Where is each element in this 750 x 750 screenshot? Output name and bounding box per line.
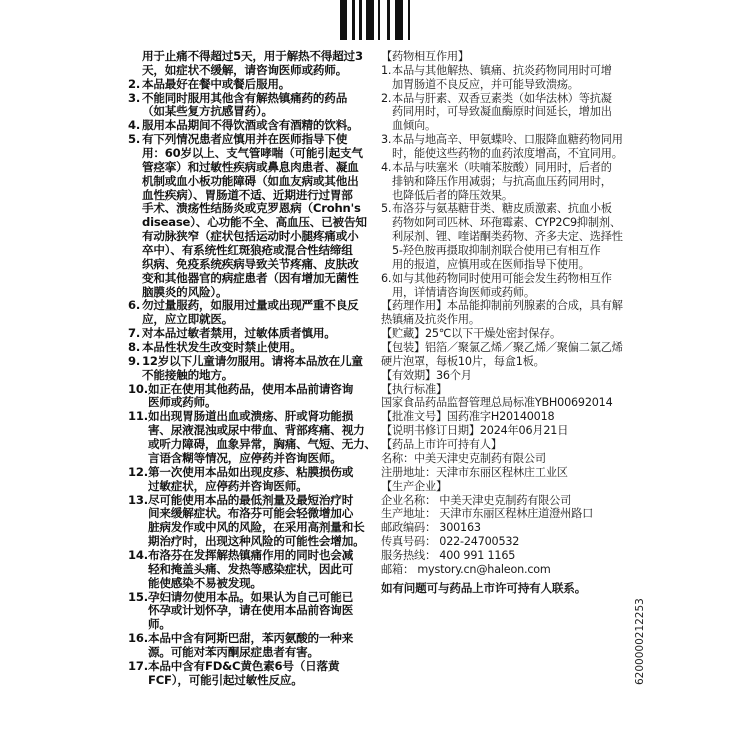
item-text: 本品与其他解热、镇痛、抗炎药物同用时可增 bbox=[392, 63, 612, 77]
item-text: 或听力障碍，血象异常，胸痛、气短、无力、 bbox=[148, 437, 376, 452]
text-line bbox=[128, 674, 376, 688]
text-line bbox=[381, 341, 631, 355]
item-text: 时，能使这些药物的血药浓度增高，不宜同用。 bbox=[392, 147, 623, 161]
text-line bbox=[128, 424, 376, 438]
text-line bbox=[128, 466, 376, 480]
item-text: 变和其他器官的病症患者（因有增加无菌性 bbox=[142, 270, 359, 285]
item-text: 用：60岁以上、支气管哮喘（可能引起支气 bbox=[142, 146, 363, 161]
text-line bbox=[381, 161, 631, 175]
text-line bbox=[381, 78, 631, 92]
text-line bbox=[128, 494, 376, 508]
item-text: 轻和掩盖头痛、发热等感染症状，因此可 bbox=[148, 561, 354, 576]
text-line bbox=[128, 604, 376, 618]
item-text: 利尿剂、锂、喹诺酮类药物、齐多夫定、选择性 bbox=[392, 230, 623, 244]
item-text: （如某些复方抗感冒药）。 bbox=[142, 104, 273, 119]
text-line bbox=[128, 258, 376, 272]
text-line bbox=[128, 50, 376, 64]
item-text: 对本品过敏者禁用，过敏体质者慎用。 bbox=[142, 326, 336, 341]
item-text: 如正在使用其他药品，使用本品前请咨询 bbox=[148, 381, 354, 396]
text-line bbox=[381, 438, 631, 452]
text-line bbox=[128, 383, 376, 397]
text-line bbox=[128, 299, 376, 313]
text-line bbox=[128, 230, 376, 244]
text-line bbox=[128, 660, 376, 674]
item-text: 邮政编码： 300163 bbox=[381, 521, 481, 535]
item-text: 药物如阿司匹林、环孢霉素、CYP2C9抑制剂、 bbox=[392, 216, 621, 230]
info-item bbox=[381, 369, 631, 383]
item-text: 排钠和降压作用减弱；与抗高血压药同用时， bbox=[392, 174, 612, 188]
info-item bbox=[381, 161, 631, 203]
item-text: 名称：中美天津史克制药有限公司 bbox=[381, 451, 546, 465]
info-item bbox=[381, 383, 631, 411]
precaution-item bbox=[128, 632, 376, 660]
precaution-item bbox=[128, 299, 376, 327]
item-text: 企业名称： 中美天津史克制药有限公司 bbox=[381, 493, 572, 507]
info-item bbox=[381, 410, 631, 424]
item-text: 布洛芬与氨基糖苷类、糖皮质激素、抗血小板 bbox=[392, 202, 612, 216]
text-line bbox=[381, 507, 631, 521]
text-line bbox=[128, 92, 376, 106]
text-line bbox=[128, 618, 376, 632]
item-text: 本品性状发生改变时禁止使用。 bbox=[142, 340, 302, 355]
item-text: 【说明书修订日期】2024年06月21日 bbox=[381, 424, 569, 438]
precaution-item bbox=[128, 466, 376, 494]
text-line bbox=[128, 369, 376, 383]
item-text: 加胃肠道不良反应，并可能导致溃疡。 bbox=[392, 77, 579, 91]
item-text: FCF），可能引起过敏性反应。 bbox=[148, 672, 303, 687]
text-line bbox=[381, 119, 631, 133]
item-number: 7. bbox=[128, 326, 141, 341]
text-line bbox=[128, 632, 376, 646]
item-number: 1. bbox=[381, 63, 392, 77]
item-text: 能使感染不易被发现。 bbox=[148, 575, 262, 590]
precaution-item bbox=[128, 78, 376, 92]
text-line bbox=[381, 494, 631, 508]
text-line bbox=[381, 244, 631, 258]
item-text: 如与其他药物同时使用可能会发生药物相互作 bbox=[392, 271, 612, 285]
item-text: 不能同时服用其他含有解热镇痛药的药品 bbox=[142, 90, 348, 105]
info-item bbox=[381, 327, 631, 341]
item-text: 服务热线： 400 991 1165 bbox=[381, 548, 516, 562]
text-line bbox=[128, 286, 376, 300]
text-line bbox=[381, 202, 631, 216]
text-line bbox=[381, 535, 631, 549]
item-number: 16. bbox=[128, 631, 148, 646]
info-item bbox=[381, 202, 631, 271]
text-line bbox=[128, 549, 376, 563]
text-line bbox=[381, 50, 631, 64]
text-line bbox=[381, 480, 631, 494]
item-text: 国家食品药品监督管理总局标准YBH00692014 bbox=[381, 396, 613, 410]
item-number: 2. bbox=[381, 91, 392, 105]
text-line bbox=[128, 202, 376, 216]
info-item bbox=[381, 341, 631, 369]
text-line bbox=[128, 313, 376, 327]
item-text: 用的报道，应慎用或在医师指导下使用。 bbox=[392, 257, 590, 271]
item-number: 6. bbox=[381, 271, 392, 285]
text-line bbox=[381, 369, 631, 383]
item-text: 传真号码： 022-24700532 bbox=[381, 535, 520, 549]
text-line bbox=[128, 410, 376, 424]
text-line bbox=[381, 563, 631, 577]
text-line bbox=[381, 105, 631, 119]
text-line bbox=[128, 646, 376, 660]
text-line bbox=[381, 396, 631, 410]
item-number: 8. bbox=[128, 340, 141, 355]
item-text: 言语含糊等情况，应停药并咨询医师。 bbox=[148, 450, 342, 465]
item-text: 【贮藏】25℃以下干燥处密封保存。 bbox=[381, 327, 562, 341]
text-line bbox=[381, 383, 631, 397]
text-line bbox=[381, 424, 631, 438]
info-item bbox=[381, 50, 631, 64]
item-text: 手术、溃疡性结肠炎或克罗恩病（Crohn's bbox=[142, 201, 361, 216]
item-text: 尽可能使用本品的最低剂量及最短治疗时 bbox=[148, 492, 354, 507]
text-line bbox=[381, 147, 631, 161]
item-number: 4. bbox=[381, 160, 392, 174]
item-number: 3. bbox=[128, 90, 141, 105]
item-text: disease）、心功能不全、高血压、已被告知 bbox=[142, 215, 367, 230]
item-text: 天，如症状不缓解，请咨询医师或药师。 bbox=[142, 62, 348, 77]
item-text: 第一次使用本品如出现皮疹、粘膜损伤或 bbox=[148, 464, 354, 479]
precaution-item bbox=[128, 341, 376, 355]
item-text: 【药品上市许可持有人】 bbox=[381, 438, 502, 452]
text-line bbox=[128, 327, 376, 341]
item-text: 【执行标准】 bbox=[381, 382, 447, 396]
text-line bbox=[128, 161, 376, 175]
vertical-product-code: 6200000212253 bbox=[634, 598, 646, 685]
item-text: 【有效期】36个月 bbox=[381, 368, 472, 382]
text-line bbox=[128, 355, 376, 369]
barcode-icon bbox=[339, 0, 414, 40]
text-line bbox=[128, 535, 376, 549]
text-line bbox=[381, 549, 631, 563]
text-line bbox=[128, 64, 376, 78]
item-text: 注册地址：天津市东丽区程林庄工业区 bbox=[381, 465, 568, 479]
item-text: 本品与呋塞米（呋喃苯胺酸）同用时，后者的 bbox=[392, 160, 612, 174]
item-text: 【包装】铝箔／聚氯乙烯／聚乙烯／聚偏二氯乙烯 bbox=[381, 341, 623, 355]
item-text: 源。可能对苯丙酮尿症患者有害。 bbox=[148, 644, 319, 659]
item-number: 10. bbox=[128, 381, 148, 396]
item-text: 脏病发作或中风的风险，在采用高剂量和长 bbox=[148, 520, 365, 535]
item-text: 血倾向。 bbox=[392, 119, 436, 133]
item-number: 9. bbox=[128, 353, 141, 368]
text-line bbox=[381, 258, 631, 272]
item-text: 血性疾病）、胃肠道不适、近期进行过胃部 bbox=[142, 187, 353, 202]
info-item bbox=[381, 299, 631, 327]
text-line bbox=[381, 286, 631, 300]
text-line bbox=[381, 355, 631, 369]
item-text: 生产地址： 天津市东丽区程林庄道澄州路口 bbox=[381, 507, 594, 521]
text-line bbox=[128, 507, 376, 521]
precaution-item bbox=[128, 327, 376, 341]
text-line bbox=[381, 410, 631, 424]
text-line bbox=[381, 452, 631, 466]
item-text: 师。 bbox=[148, 617, 171, 632]
item-number: 5. bbox=[128, 132, 141, 147]
text-line bbox=[128, 244, 376, 258]
item-text: 本品中含有FD&C黄色素6号（日落黄 bbox=[148, 658, 340, 673]
text-line bbox=[381, 313, 631, 327]
text-line bbox=[128, 577, 376, 591]
item-number: 2. bbox=[128, 76, 141, 91]
text-line bbox=[381, 216, 631, 230]
precaution-item bbox=[128, 355, 376, 383]
item-number: 6. bbox=[128, 298, 141, 313]
precautions-column bbox=[128, 50, 376, 688]
item-text: 热镇痛及抗炎作用。 bbox=[381, 313, 480, 327]
item-text: 勿过量服药，如服用过量或出现严重不良反 bbox=[142, 298, 359, 313]
item-number: 12. bbox=[128, 464, 148, 479]
text-line bbox=[128, 452, 376, 466]
item-text: 管痉挛）和过敏性疾病或鼻息肉患者、凝血 bbox=[142, 159, 359, 174]
item-text: 医师或药师。 bbox=[148, 395, 217, 410]
item-text: 也降低后者的降压效果。 bbox=[392, 188, 513, 202]
item-text: 应，应立即就医。 bbox=[142, 312, 234, 327]
item-text: 5-羟色胺再摄取抑制剂联合使用已有相互作 bbox=[392, 244, 601, 258]
item-text: 卒中）、有系统性红斑狼疮或混合性结缔组 bbox=[142, 243, 353, 258]
text-line bbox=[128, 341, 376, 355]
item-number: 15. bbox=[128, 589, 148, 604]
item-text: 有下列情况患者应慎用并在医师指导下使 bbox=[142, 132, 348, 147]
item-text: 间来缓解症状。布洛芬可能会轻微增加心 bbox=[148, 506, 354, 521]
text-line bbox=[128, 119, 376, 133]
item-text: 期治疗时，出现这种风险的可能性会增加。 bbox=[148, 534, 365, 549]
interactions-and-info-column bbox=[381, 50, 631, 596]
text-line bbox=[381, 466, 631, 480]
precaution-item bbox=[128, 50, 376, 78]
item-text: 机制或血小板功能障碍（如血友病或其他出 bbox=[142, 173, 359, 188]
info-item bbox=[381, 480, 631, 577]
text-line bbox=[381, 230, 631, 244]
text-line bbox=[128, 591, 376, 605]
precaution-item bbox=[128, 133, 376, 299]
item-text: 药同用时，可导致凝血酶原时间延长，增加出 bbox=[392, 105, 612, 119]
item-number: 5. bbox=[381, 202, 392, 216]
text-line bbox=[128, 175, 376, 189]
item-text: 害、尿液混浊或尿中带血、背部疼痛、视力 bbox=[148, 423, 365, 438]
item-number: 3. bbox=[381, 133, 392, 147]
precaution-item bbox=[128, 383, 376, 411]
text-line bbox=[381, 92, 631, 106]
text-line bbox=[381, 299, 631, 313]
item-text: 12岁以下儿童请勿服用。请将本品放在儿童 bbox=[142, 353, 363, 368]
contact-notice: 如有问题可与药品上市许可持有人联系。 bbox=[381, 580, 587, 595]
item-text: 服用本品期间不得饮酒或含有酒精的饮料。 bbox=[142, 118, 359, 133]
precaution-item bbox=[128, 119, 376, 133]
item-text: 【批准文号】国药准字H20140018 bbox=[381, 410, 555, 424]
info-item bbox=[381, 64, 631, 92]
text-line bbox=[128, 521, 376, 535]
info-item bbox=[381, 133, 631, 161]
item-number: 11. bbox=[128, 409, 148, 424]
precaution-item bbox=[128, 549, 376, 591]
item-text: 脑膜炎的风险）。 bbox=[142, 284, 228, 299]
text-line bbox=[128, 78, 376, 92]
item-text: 本品与地高辛、甲氨蝶呤、口服降血糖药物同用 bbox=[392, 133, 623, 147]
item-number: 14. bbox=[128, 547, 148, 562]
item-text: 孕妇请勿使用本品。如果认为自己可能已 bbox=[148, 589, 354, 604]
text-line bbox=[381, 189, 631, 203]
text-line bbox=[128, 133, 376, 147]
text-line bbox=[381, 133, 631, 147]
item-text: 本品中含有阿斯巴甜，苯丙氨酸的一种来 bbox=[148, 631, 354, 646]
item-text: 用于止痛不得超过5天，用于解热不得超过3 bbox=[142, 49, 363, 63]
item-text: 如出现胃肠道出血或溃疡、肝或肾功能损 bbox=[148, 409, 354, 424]
info-item bbox=[381, 424, 631, 438]
item-text: 织病、免疫系统疾病导致关节疼痛、皮肤改 bbox=[142, 256, 359, 271]
item-text: 本品最好在餐中或餐后服用。 bbox=[142, 76, 291, 91]
precaution-item bbox=[128, 591, 376, 633]
text-line bbox=[381, 521, 631, 535]
text-line bbox=[128, 480, 376, 494]
item-text: 有动脉狭窄（症状包括运动时小腿疼痛或小 bbox=[142, 229, 359, 244]
item-text: 怀孕或计划怀孕，请在使用本品前咨询医 bbox=[148, 603, 354, 618]
item-text: 【生产企业】 bbox=[381, 479, 447, 493]
info-item bbox=[381, 92, 631, 134]
precaution-item bbox=[128, 92, 376, 120]
item-text: 【药理作用】本品能抑制前列腺素的合成，具有解 bbox=[381, 299, 623, 313]
item-text: 【药物相互作用】 bbox=[381, 50, 469, 63]
info-item bbox=[381, 272, 631, 300]
text-line bbox=[128, 216, 376, 230]
item-text: 本品与肝素、双香豆素类（如华法林）等抗凝 bbox=[392, 91, 612, 105]
item-text: 过敏症状，应停药并咨询医师。 bbox=[148, 478, 308, 493]
text-line bbox=[128, 105, 376, 119]
text-line bbox=[128, 563, 376, 577]
text-line bbox=[128, 272, 376, 286]
precaution-item bbox=[128, 660, 376, 688]
item-number: 4. bbox=[128, 118, 141, 133]
text-line bbox=[128, 438, 376, 452]
text-line bbox=[128, 147, 376, 161]
text-line bbox=[381, 272, 631, 286]
text-line bbox=[381, 64, 631, 78]
item-text: 布洛芬在发挥解热镇痛作用的同时也会减 bbox=[148, 547, 354, 562]
item-text: 不能接触的地方。 bbox=[142, 367, 234, 382]
item-text: 用，详情请咨询医师或药师。 bbox=[392, 285, 535, 299]
text-line bbox=[128, 396, 376, 410]
item-number: 13. bbox=[128, 492, 148, 507]
text-line bbox=[381, 327, 631, 341]
precaution-item bbox=[128, 494, 376, 549]
item-text: 硬片泡罩，每板10片，每盒1板。 bbox=[381, 354, 545, 368]
text-line bbox=[381, 175, 631, 189]
text-line bbox=[128, 189, 376, 203]
info-item bbox=[381, 438, 631, 480]
item-number: 17. bbox=[128, 658, 148, 673]
precaution-item bbox=[128, 410, 376, 465]
item-text: 邮箱： mystory.cn@haleon.com bbox=[381, 562, 551, 576]
